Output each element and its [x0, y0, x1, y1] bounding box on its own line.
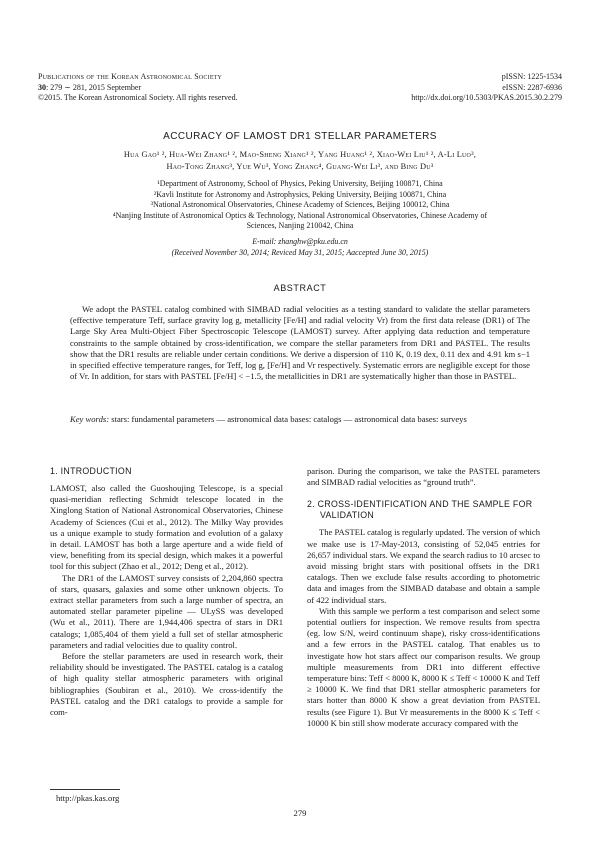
affiliation-4: ⁴Nanjing Institute of Astronomical Optics & Technology, National Astronomical Observatories, Chinese Academy of [112, 210, 488, 220]
abstract-heading: ABSTRACT [273, 283, 327, 293]
keywords-block [70, 414, 530, 425]
section-heading-line-2: VALIDATION [320, 510, 374, 521]
abstract-body [70, 304, 530, 382]
journal-name: Publications of the Korean Astronomical Society [38, 72, 223, 81]
intro-paragraph-3: Before the stellar parameters are used in research work, their reliability should be investigated. The PASTEL catalog is a catalog of high quality stellar atmospheric parameters with original bibliographies (Soubiran et al., 2010). We cross-identify the PASTEL catalog and the DR1 catalogs to provide a sample for com- [50, 651, 283, 718]
section-heading-introduction: 1. INTRODUCTION [50, 466, 132, 476]
section-heading-line-1: 2. CROSS-IDENTIFICATION AND THE SAMPLE FOR [307, 499, 533, 510]
right-column [307, 466, 540, 729]
footnote-rule [50, 789, 120, 790]
keywords-label: Key words: [70, 414, 110, 424]
affiliation-list [60, 179, 540, 232]
section2-paragraph-2: With this sample we perform a test comparison and select some potential outliers for inspection. We remove results from spectra (eg. low S/N, weird continuum shape), risky cross-identifications and a few errors in the PASTEL catalog. That enables us to investigate how hot stars affect our comparison results. We group multiple measurements from DR1 into different effective temperature bins: Teff < 8000 K, 8000 K ≤ Teff < 10000 K and Teff ≥ 10000 K. We find that DR1 stellar atmospheric parameters for stars hotter than 8000 K show a great deviation from PASTEL results (see Figure 1). But Vr measurements in the 8000 K ≤ Teff < 10000 K bin still show moderate accuracy compared with the [307, 605, 540, 728]
author-list [60, 149, 540, 172]
intro-paragraph-2: The DR1 of the LAMOST survey consists of 2,204,860 spectra of stars, quasars, galaxies and some other unknown objects. To extract stellar parameters from such a large number of spectra, an automated stellar parameter pipeline — ULySS was developed (Wu et al., 2011). There are 1,944,406 spectra of stars in DR1 catalogs; 1,085,404 of them yield a full set of stellar atmospheric parameters and radial velocities due to quality control. [50, 572, 283, 650]
received-line: (Received November 30, 2014; Reviced May 31, 2015; Aaccepted June 30, 2015) [171, 248, 429, 257]
doi-link[interactable]: http://dx.doi.org/10.5303/PKAS.2015.30.2.279 [411, 93, 562, 102]
affiliation-4-cont: Sciences, Nanjing 210042, China [246, 221, 354, 231]
affiliation-1: ¹Department of Astronomy, School of Physics, Peking University, Beijing 100871, China [157, 179, 443, 188]
section-heading-cross-identification [307, 499, 540, 521]
author-line-1: Hua Gao¹ ², Hua-Wei Zhang¹ ², Mao-Sheng Xiang¹ ², Yang Huang¹ ², Xiao-Wei Liu¹ ², A-Li Luo³, [123, 150, 477, 159]
left-column [50, 466, 283, 718]
volume-number: 30 [38, 82, 46, 92]
running-header-left [38, 72, 238, 104]
keywords-text: stars: fundamental parameters — astronomical data bases: catalogs — astronomical data bases: surveys [111, 414, 467, 424]
running-header-right [411, 72, 562, 104]
continuation-text: parison. During the comparison, we take the PASTEL parameters and SIMBAD radial velocities as “ground truth”. [307, 466, 540, 488]
paper-title: ACCURACY OF LAMOST DR1 STELLAR PARAMETERS [163, 131, 437, 142]
copyright-line: ©2015. The Korean Astronomical Society. All rights reserved. [38, 93, 238, 102]
pissn: pISSN: 1225-1534 [501, 72, 562, 81]
author-line-2: Hao-Tong Zhang³, Yue Wu³, Yong Zhang⁴, Guang-Wei Li³, and Bing Du³ [166, 161, 434, 171]
affiliation-3: ³National Astronomical Observatories, Chinese Academy of Sciences, Beijing 100012, China [150, 200, 450, 210]
intro-paragraph-1: LAMOST, also called the Guoshoujing Telescope, is a special quasi-meridian reflecting Schmidt telescope located in the Xinglong Station of National Astronomical Observatories, Chinese Academy of Sciences (Cui et al., 2012). The Milky Way provides us a unique example to study formation and evolution of a galaxy in detail. LAMOST has both a large aperture and a wide field of view, benefiting from its special design, which makes it a powerful tool for this subject (Zhao et al., 2012; Deng et al., 2012). [50, 483, 283, 572]
page-number: 279 [293, 808, 307, 818]
abstract-text: We adopt the PASTEL catalog combined with SIMBAD radial velocities as a testing standard to validate the stellar parameters (effective temperature Teff, surface gravity log g, metallicity [Fe/H] and radial velocity Vr) from the first data release (DR1) of The Large Sky Area Multi-Object Fiber Spectroscopic Telescope (LAMOST) survey. After applying data reduction and temperature constraints to the sample obtained by cross-identification, we compare the stellar parameters from DR1 and PASTEL. The results show that the DR1 results are reliable under certain conditions. We derive a dispersion of 110 K, 0.19 dex, 0.11 dex and 4.91 km s−1 in specified effective temperature ranges, for Teff, log g, [Fe/H] and Vr respectively. Systematic errors are negligible except for those of Vr. In addition, for stars with PASTEL [Fe/H] < −1.5, the metallicities in DR1 are systematically higher than those in PASTEL. [70, 304, 530, 382]
volume-line [38, 83, 238, 94]
issue-line: : 279 ∼ 281, 2015 September [46, 82, 142, 92]
section2-paragraph-1: The PASTEL catalog is regularly updated. The version of which we make use is 17-May-2013, consisting of 52,045 entries for 26,657 individual stars. We expand the search radius to 10 arcsec to avoid missing bright stars with positional offsets in the DR1 catalogs. Then we exclude false results according to photometric data and images from the SIMBAD database and obtain a sample of 422 individual stars. [307, 527, 540, 605]
affiliation-2: ²Kavli Institute for Astronomy and Astrophysics, Peking University, Beijing 100871, China [153, 189, 447, 199]
eissn: eISSN: 2287-6936 [502, 82, 562, 92]
footnote-url[interactable]: http://pkas.kas.org [56, 793, 120, 803]
email-line: E-mail: zhanghw@pku.edu.cn [252, 237, 348, 246]
